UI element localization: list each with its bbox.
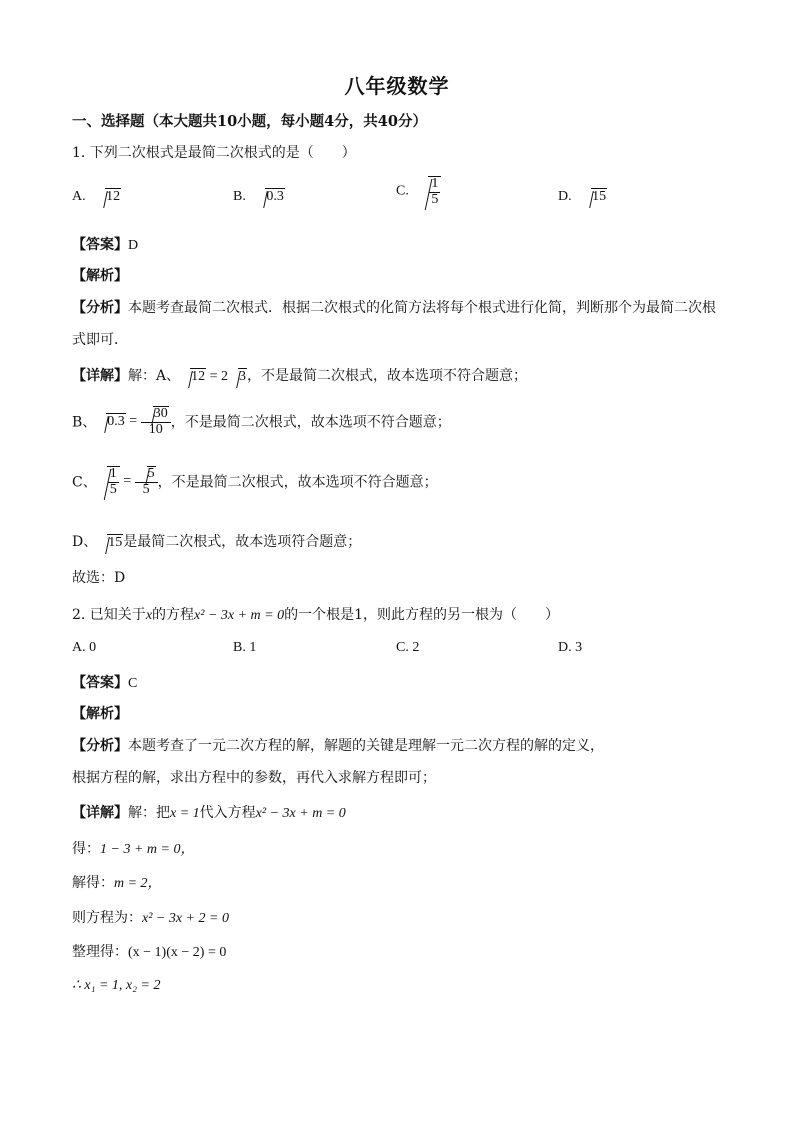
- q2-fenxi: [72, 735, 604, 755]
- fenxi-text: 本题考查最简二次根式．根据二次根式的化简方法将每个根式进行化简，判断那个为最简二次根: [128, 300, 716, 316]
- answer-value: D: [128, 238, 139, 253]
- xj-text: 是最简二次根式，故本选项符合题意；: [123, 534, 362, 550]
- xj-text: 则方程为：: [72, 910, 142, 926]
- q2-xj4: [72, 907, 229, 927]
- frac-num: 30: [153, 406, 168, 421]
- q1-guxuan: 故选：D: [72, 570, 126, 586]
- section-heading: 一、选择题（本大题共10小题，每小题4分，共40分）: [72, 113, 427, 130]
- equation: m = 2，: [114, 876, 162, 891]
- equation: 1 − 3 + m = 0，: [100, 842, 195, 857]
- q1-option-c: [396, 176, 441, 207]
- xj-prefix: 解：A、: [128, 368, 181, 384]
- q1-option-b: [233, 188, 285, 205]
- answer-tag: 【答案】: [72, 675, 128, 691]
- q1-fenxi: [72, 297, 716, 317]
- equation: x² − 3x + m = 0: [194, 608, 285, 623]
- xj-prefix: C、: [72, 474, 97, 491]
- equation: x² − 3x + 2 = 0: [142, 911, 229, 926]
- q1-xiangjie-b: B、 0.3 = $\frac{30}{10}$ ，不是最简二次根式，故本选项不符合题意；: [72, 406, 451, 437]
- answer-value: C: [128, 676, 138, 691]
- option-label: A.: [72, 189, 86, 204]
- equation: x² − 3x + m = 0: [255, 806, 346, 821]
- frac-den: 5: [431, 191, 439, 207]
- q2-option-a: A. 0: [72, 640, 97, 655]
- radicand: 15: [108, 535, 123, 550]
- xj-text: ，不是最简二次根式，故本选项不符合题意；: [170, 414, 451, 431]
- fenxi-text: 本题考查了一元二次方程的解，解题的关键是理解一元二次方程的解的定义，: [128, 738, 604, 754]
- frac-den: 5: [142, 481, 150, 497]
- frac-den: 5: [109, 481, 117, 497]
- frac-num: 5: [147, 466, 155, 481]
- radicand: 0.3: [107, 414, 125, 430]
- xiangjie-tag: 【详解】: [72, 805, 128, 821]
- stem-text: 的一个根是1，则此方程的另一根为（ ）: [284, 607, 560, 623]
- xiangjie-tag: 【详解】: [72, 368, 128, 384]
- q2-xj5: [72, 941, 226, 961]
- equals: = 2: [206, 369, 229, 384]
- fenxi-tag: 【分析】: [72, 738, 128, 754]
- variable: x: [145, 608, 153, 623]
- radicand: 15: [592, 189, 607, 204]
- q2-xj2: [72, 838, 194, 858]
- frac-den: 10: [148, 421, 163, 437]
- q2-xj6: ∴ x₁ = 1, x₂ = 2: [72, 978, 161, 993]
- option-label: B.: [233, 189, 246, 204]
- q1-option-d: [558, 188, 607, 205]
- xj-text: 解：把: [128, 805, 170, 821]
- stem-text: 2. 已知关于: [72, 607, 146, 623]
- option-label: D.: [558, 189, 572, 204]
- xj-prefix: B、: [72, 414, 97, 431]
- equation: (x − 1)(x − 2) = 0: [128, 945, 227, 960]
- q1-fenxi-line2: 式即可．: [72, 332, 128, 348]
- radicand: 3: [239, 369, 247, 384]
- q2-answer: [72, 672, 137, 692]
- answer-tag: 【答案】: [72, 237, 128, 253]
- xj-text: ，不是最简二次根式，故本选项不符合题意；: [247, 368, 528, 384]
- xj-text: 代入方程: [199, 805, 256, 821]
- q1-option-a: [72, 188, 121, 205]
- frac-num: 1: [109, 466, 117, 481]
- frac-num: 1: [431, 176, 439, 191]
- xj-text: 解得：: [72, 875, 114, 891]
- q2-option-c: C. 2: [396, 640, 420, 655]
- q2-jiexi-tag: 【解析】: [72, 706, 128, 722]
- xj-prefix: D、: [72, 534, 98, 550]
- page-title: 八年级数学: [344, 74, 450, 98]
- q2-option-d: D. 3: [558, 640, 583, 655]
- xj-text: ，不是最简二次根式，故本选项不符合题意；: [157, 474, 438, 491]
- q1-answer: [72, 234, 138, 254]
- xj-text: 得：: [72, 841, 100, 857]
- q1-jiexi-tag: 【解析】: [72, 268, 128, 284]
- q2-xj3: [72, 872, 162, 892]
- fenxi-tag: 【分析】: [72, 300, 128, 316]
- q1-xiangjie-d: [72, 531, 361, 551]
- q2-option-b: B. 1: [233, 640, 257, 655]
- option-label: C.: [396, 183, 409, 199]
- xj-text: 整理得：: [72, 944, 128, 960]
- q1-xiangjie-a: [72, 365, 527, 385]
- q2-xj1: [72, 802, 346, 822]
- q1-stem: 1. 下列二次根式是最简二次根式的是（ ）: [72, 145, 356, 161]
- q2-fenxi-line2: 根据方程的解，求出方程中的参数，再代入求解方程即可；: [72, 770, 436, 786]
- q2-stem: [72, 604, 559, 624]
- radicand: 12: [106, 189, 121, 204]
- radicand: 0.3: [266, 189, 284, 204]
- stem-text: 的方程: [152, 607, 195, 623]
- equation: x = 1: [170, 806, 200, 821]
- radicand: 12: [191, 369, 206, 384]
- q1-xiangjie-c: C、 $\frac{1}{5}$ = $\frac{5}{5}$ ，不是最简二次根式，故本选项不符合题意；: [72, 466, 438, 497]
